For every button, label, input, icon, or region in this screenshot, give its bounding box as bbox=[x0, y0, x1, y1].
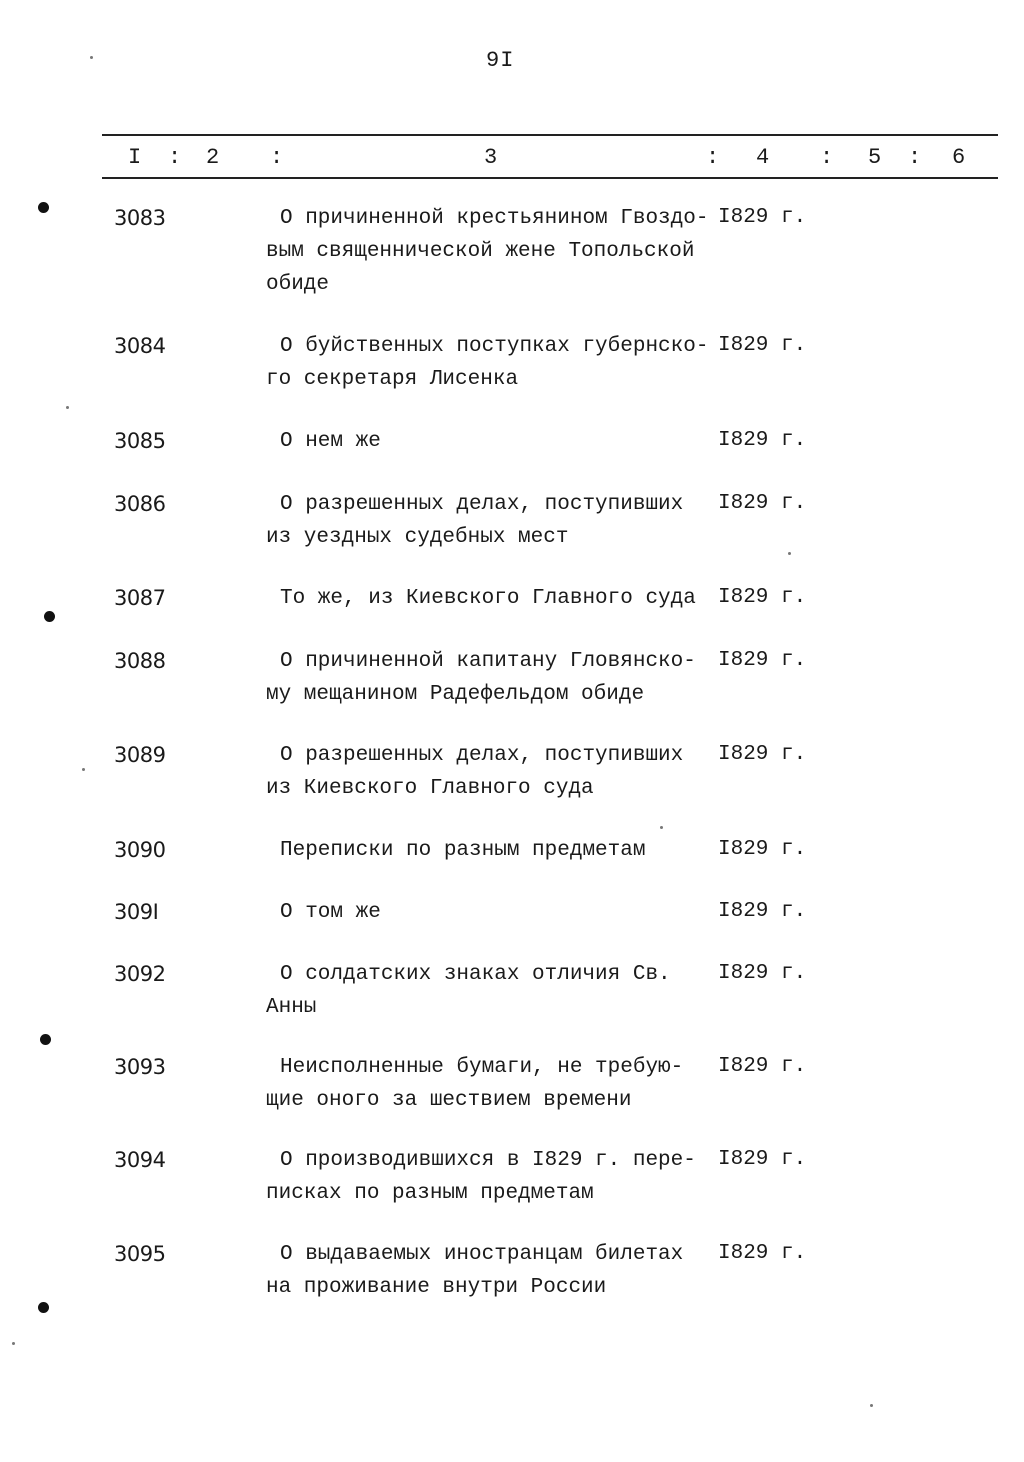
file-title-line: му мещанином Радефельдом обиде bbox=[266, 683, 645, 706]
file-title bbox=[266, 202, 709, 301]
header-separator: : bbox=[270, 145, 284, 170]
scan-speck bbox=[66, 406, 69, 409]
file-title bbox=[266, 330, 709, 396]
file-title-line: О буйственных поступках губернско- bbox=[280, 335, 709, 358]
file-title-line: О производившихся в I829 г. пере- bbox=[280, 1149, 696, 1172]
header-col-5: 5 bbox=[868, 145, 882, 170]
file-number: 3089 bbox=[114, 743, 166, 767]
file-year: I829 г. bbox=[718, 1242, 807, 1265]
file-number: 3087 bbox=[114, 586, 166, 610]
file-title bbox=[266, 1051, 706, 1117]
file-year: I829 г. bbox=[718, 743, 807, 766]
file-year: I829 г. bbox=[718, 586, 807, 609]
file-year: I829 г. bbox=[718, 649, 807, 672]
file-title-line: О разрешенных делах, поступивших bbox=[280, 744, 684, 767]
file-title-line: из Киевского Главного суда bbox=[266, 777, 594, 800]
table-top-rule bbox=[102, 134, 998, 136]
file-title bbox=[266, 834, 706, 867]
file-title-line: О разрешенных делах, поступивших bbox=[280, 493, 684, 516]
file-title-line: О том же bbox=[280, 901, 381, 924]
file-year: I829 г. bbox=[718, 1148, 807, 1171]
header-col-1: I bbox=[128, 145, 142, 170]
binding-hole-mark bbox=[38, 1302, 49, 1313]
file-title-line: из уездных судебных мест bbox=[266, 526, 569, 549]
header-col-4: 4 bbox=[756, 145, 770, 170]
file-year: I829 г. bbox=[718, 206, 807, 229]
file-title-line: О выдаваемых иностранцам билетах bbox=[280, 1243, 684, 1266]
file-number: 3094 bbox=[114, 1148, 166, 1172]
file-title-line: Анны bbox=[266, 996, 317, 1019]
file-title bbox=[266, 582, 706, 615]
table-header-rule bbox=[102, 177, 998, 179]
header-col-2: 2 bbox=[206, 145, 220, 170]
header-separator: : bbox=[908, 145, 922, 170]
header-col-6: 6 bbox=[952, 145, 966, 170]
file-year: I829 г. bbox=[718, 962, 807, 985]
file-title-line: на проживание внутри России bbox=[266, 1276, 607, 1299]
file-number: 3090 bbox=[114, 838, 166, 862]
file-number: 3086 bbox=[114, 492, 166, 516]
file-title bbox=[266, 1238, 706, 1304]
file-title bbox=[266, 958, 706, 1024]
file-number: 3093 bbox=[114, 1055, 166, 1079]
binding-hole-mark bbox=[38, 202, 49, 213]
file-year: I829 г. bbox=[718, 429, 807, 452]
file-title-line: То же, из Киевского Главного суда bbox=[280, 587, 696, 610]
file-title-line: Переписки по разным предметам bbox=[280, 839, 646, 862]
file-year: I829 г. bbox=[718, 1055, 807, 1078]
file-year: I829 г. bbox=[718, 334, 807, 357]
binding-hole-mark bbox=[44, 611, 55, 622]
file-number: 3084 bbox=[114, 334, 166, 358]
page-number: 9I bbox=[486, 48, 515, 73]
file-title-line: вым священнической жене Топольской bbox=[266, 240, 695, 263]
file-title-line: го секретаря Лисенка bbox=[266, 368, 519, 391]
file-number: 309I bbox=[114, 900, 159, 924]
scan-speck bbox=[90, 56, 93, 59]
file-year: I829 г. bbox=[718, 838, 807, 861]
header-col-3: 3 bbox=[484, 145, 498, 170]
file-title-line: О причиненной крестьянином Гвоздо- bbox=[280, 207, 709, 230]
file-title-line: Неисполненные бумаги, не требую- bbox=[280, 1056, 684, 1079]
file-number: 3083 bbox=[114, 206, 166, 230]
header-separator: : bbox=[820, 145, 834, 170]
file-title bbox=[266, 896, 706, 929]
header-separator: : bbox=[168, 145, 182, 170]
file-title-line: обиде bbox=[266, 273, 330, 296]
scan-speck bbox=[788, 552, 791, 555]
file-title-line: писках по разным предметам bbox=[266, 1182, 594, 1205]
file-title bbox=[266, 1144, 706, 1210]
file-title bbox=[266, 739, 706, 805]
binding-hole-mark bbox=[40, 1034, 51, 1045]
scan-speck bbox=[870, 1404, 873, 1407]
file-title-line: О солдатских знаках отличия Св. bbox=[280, 963, 671, 986]
file-number: 3088 bbox=[114, 649, 166, 673]
file-number: 3085 bbox=[114, 429, 166, 453]
file-number: 3095 bbox=[114, 1242, 166, 1266]
scan-speck bbox=[12, 1342, 15, 1345]
file-title-line: О причиненной капитану Гловянско- bbox=[280, 650, 696, 673]
file-year: I829 г. bbox=[718, 900, 807, 923]
file-title bbox=[266, 488, 706, 554]
file-title bbox=[266, 425, 706, 458]
file-title-line: О нем же bbox=[280, 430, 381, 453]
file-year: I829 г. bbox=[718, 492, 807, 515]
file-title bbox=[266, 645, 706, 711]
scan-speck bbox=[660, 826, 663, 829]
scan-speck bbox=[82, 768, 85, 771]
file-title-line: щие оного за шествием времени bbox=[266, 1089, 632, 1112]
header-separator: : bbox=[706, 145, 720, 170]
file-number: 3092 bbox=[114, 962, 166, 986]
